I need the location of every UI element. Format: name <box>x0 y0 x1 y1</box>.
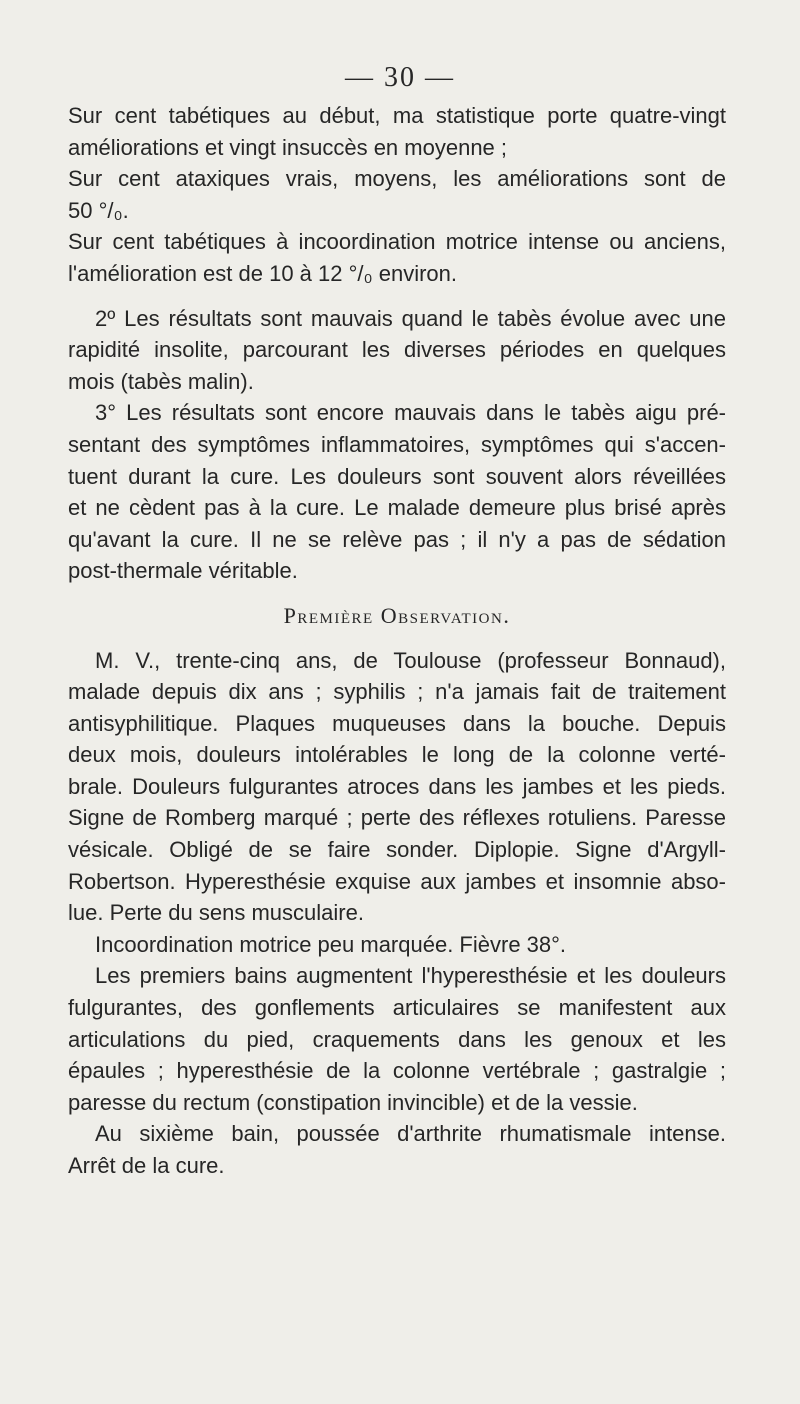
text-line: 3° Les résultats sont encore mauvais dans le tabès aigu pré- <box>95 400 726 426</box>
paragraph-observation-history <box>68 645 726 929</box>
page-number: — 30 — <box>345 62 455 93</box>
section-heading: Première Observation. <box>283 602 511 628</box>
text-line: rapidité insolite, parcourant les diverses périodes en quelques <box>68 337 726 363</box>
text-line: Les premiers bains augmentent l'hyperesthésie et les douleurs <box>95 963 726 989</box>
text-line: paresse du rectum (constipation invincible) et de la vessie. <box>68 1089 638 1115</box>
text-line: 50 °/₀. <box>68 197 129 223</box>
text-line: Signe de Romberg marqué ; perte des réflexes rotuliens. Paresse <box>68 805 726 831</box>
text-line: malade depuis dix ans ; syphilis ; n'a jamais fait de traitement <box>68 679 726 705</box>
text-line: Robertson. Hyperesthésie exquise aux jambes et insomnie abso- <box>68 868 726 894</box>
text-line: tuent durant la cure. Les douleurs sont souvent alors réveillées <box>68 463 726 489</box>
text-line: Sur cent tabétiques au début, ma statistique porte quatre-vingt <box>68 103 726 128</box>
text-line: Incoordination motrice peu marquée. Fièvre 38°. <box>95 931 567 957</box>
body-text <box>68 100 726 1182</box>
text-line: épaules ; hyperesthésie de la colonne vertébrale ; gastralgie ; <box>68 1058 726 1084</box>
text-line: M. V., trente-cinq ans, de Toulouse (professeur Bonnaud), <box>95 647 726 673</box>
text-line: qu'avant la cure. Il ne se relève pas ; il n'y a pas de sédation <box>68 526 726 552</box>
text-line: Sur cent tabétiques à incoordination motrice intense ou anciens, <box>68 229 726 255</box>
text-line: Au sixième bain, poussée d'arthrite rhumatismale intense. <box>95 1121 726 1147</box>
paragraph-statistics-incoordination <box>68 226 726 289</box>
paragraph-point-2 <box>68 303 726 398</box>
text-line: sentant des symptômes inflammatoires, symptômes qui s'accen- <box>68 431 726 457</box>
paragraph-point-3 <box>68 397 726 587</box>
text-line: brale. Douleurs fulgurantes atroces dans les jambes et les pieds. <box>68 773 726 799</box>
text-line: Sur cent ataxiques vrais, moyens, les améliorations sont de <box>68 166 726 192</box>
paragraph-first-baths <box>68 960 726 1118</box>
paragraph-statistics-tabetics <box>68 100 726 163</box>
text-line: fulgurantes, des gonflements articulaires se manifestent aux <box>68 995 726 1021</box>
paragraph-sixth-bath <box>68 1118 726 1181</box>
text-line: l'amélioration est de 10 à 12 °/₀ environ. <box>68 260 458 286</box>
text-line: antisyphilitique. Plaques muqueuses dans la bouche. Depuis <box>68 710 726 736</box>
text-line: deux mois, douleurs intolérables le long de la colonne verté- <box>68 742 726 768</box>
text-line: post-thermale véritable. <box>68 558 298 584</box>
text-line: 2º Les résultats sont mauvais quand le tabès évolue avec une <box>95 305 726 331</box>
text-line: lue. Perte du sens musculaire. <box>68 900 364 926</box>
text-line: Arrêt de la cure. <box>68 1153 225 1178</box>
text-line: articulations du pied, craquements dans les genoux et les <box>68 1026 726 1052</box>
text-line: et ne cèdent pas à la cure. Le malade demeure plus brisé après <box>68 495 726 521</box>
text-line: vésicale. Obligé de se faire sonder. Diplopie. Signe d'Argyll- <box>68 837 726 863</box>
text-line: mois (tabès malin). <box>68 368 254 394</box>
paragraph-statistics-ataxics <box>68 163 726 226</box>
paragraph-incoordination <box>68 929 726 961</box>
text-line: améliorations et vingt insuccès en moyenne ; <box>68 134 508 160</box>
